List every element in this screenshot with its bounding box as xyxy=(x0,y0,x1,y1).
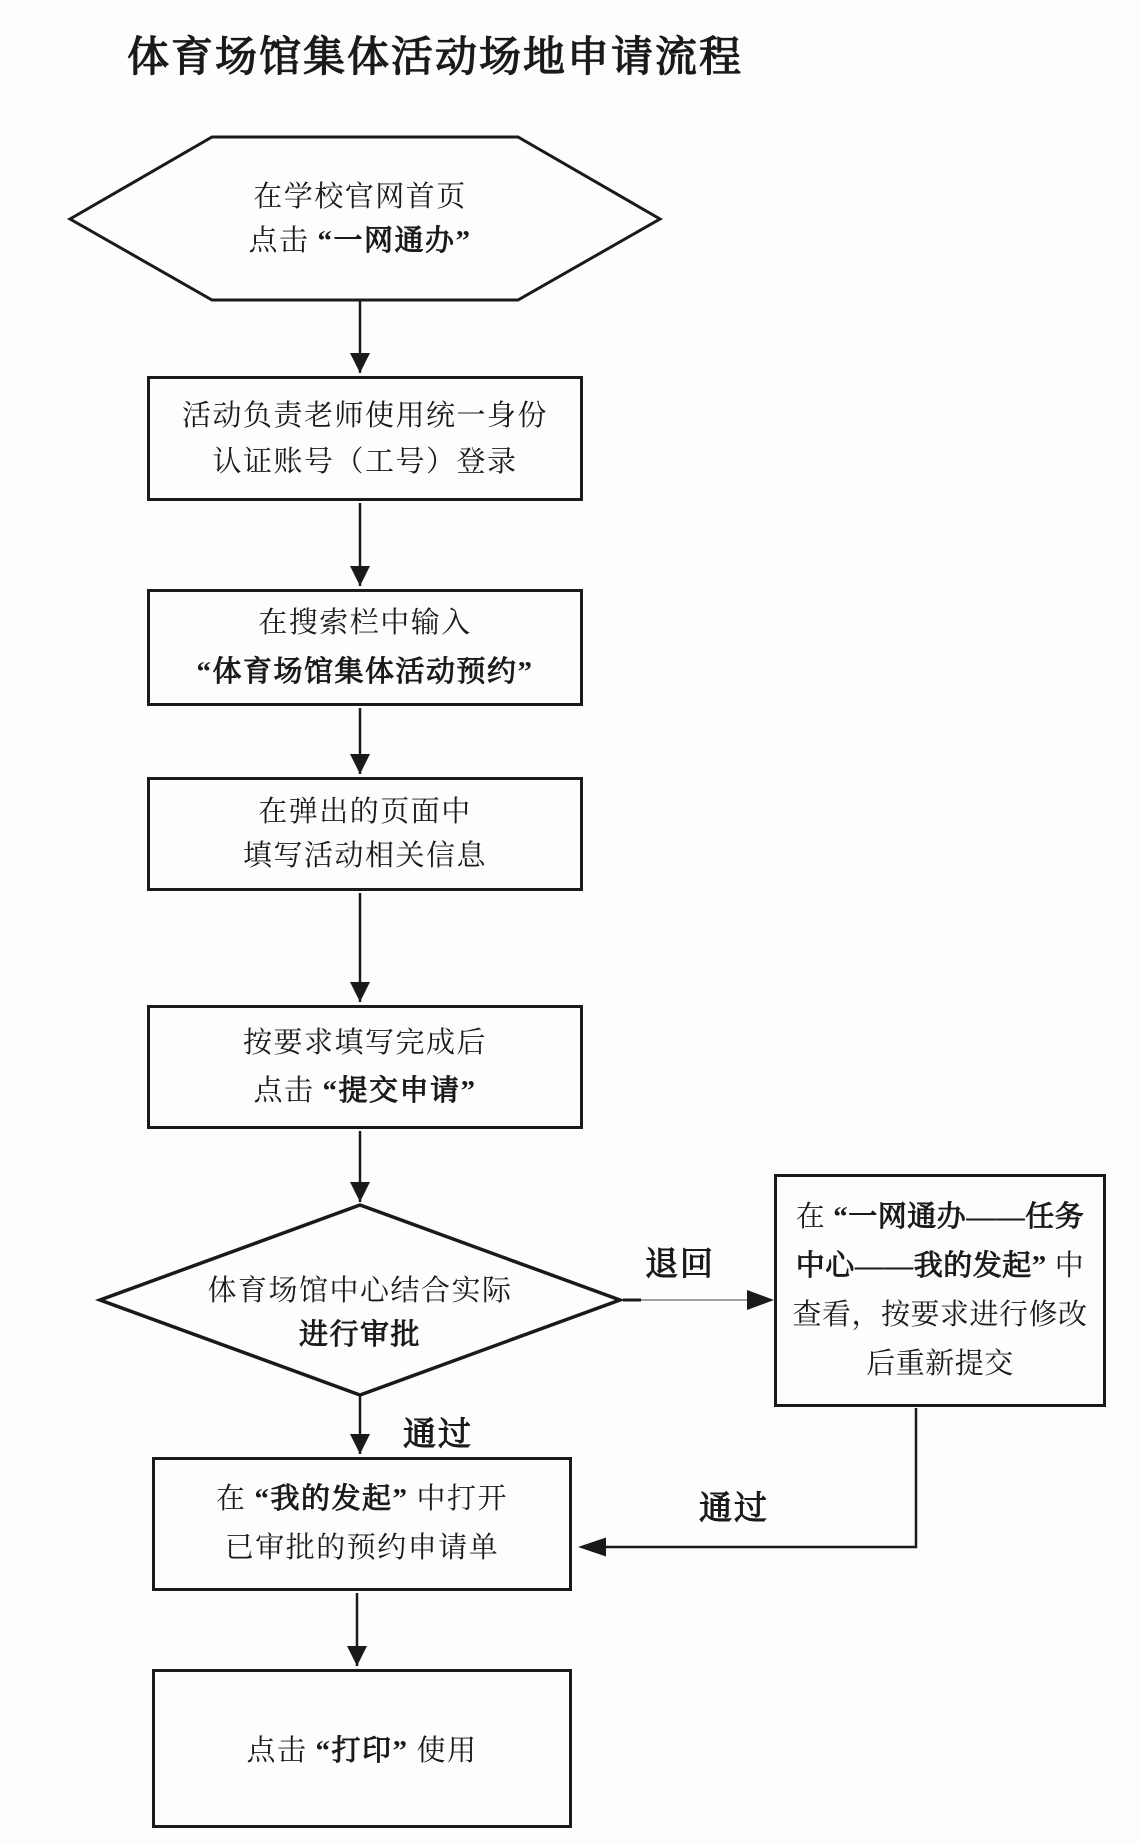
process-submit-box xyxy=(147,1005,583,1129)
process-fill-box xyxy=(147,777,583,891)
review-line2: 进行审批 xyxy=(298,1319,421,1351)
process-modify-box xyxy=(774,1174,1106,1407)
submit-line1: 按要求填写完成后 xyxy=(242,1027,487,1059)
modify-line1: 在 “一网通办——任务 xyxy=(795,1200,1085,1233)
fill-line1: 在弹出的页面中 xyxy=(258,796,472,828)
search-line1: 在搜索栏中输入 xyxy=(258,606,472,639)
submit-line2: 点击 “提交申请” xyxy=(253,1075,477,1107)
review-line1: 体育场馆中心结合实际 xyxy=(207,1275,513,1307)
page-title: 体育场馆集体活动场地申请流程 xyxy=(126,35,743,81)
fill-line2: 填写活动相关信息 xyxy=(242,840,487,872)
passback-connector-head xyxy=(578,1538,606,1557)
process-login-box xyxy=(147,376,583,501)
edge-label-pass-down: 通过 xyxy=(403,1417,473,1453)
process-search-box xyxy=(147,589,583,706)
process-print-box xyxy=(152,1669,572,1828)
reject-arrow-head xyxy=(747,1290,774,1310)
start-line1: 在学校官网首页 xyxy=(253,180,467,213)
edge-label-pass-back: 通过 xyxy=(699,1491,769,1527)
open-line1: 在 “我的发起” 中打开 xyxy=(215,1483,509,1515)
edge-label-reject: 退回 xyxy=(645,1247,715,1283)
decision-review xyxy=(120,1205,600,1395)
print-line1: 点击 “打印” 使用 xyxy=(246,1735,478,1767)
start-line2: 点击 “一网通办” xyxy=(248,224,472,257)
modify-line4: 后重新提交 xyxy=(866,1347,1014,1380)
start-hexagon xyxy=(130,137,590,300)
modify-line2: 中心——我的发起” 中 xyxy=(795,1249,1085,1282)
process-open-box xyxy=(152,1457,572,1591)
login-line1: 活动负责老师使用统一身份 xyxy=(181,399,548,432)
open-line2: 已审批的预约申请单 xyxy=(224,1532,500,1564)
modify-line3: 查看，按要求进行修改 xyxy=(792,1298,1088,1331)
search-line2: “体育场馆集体活动预约” xyxy=(196,655,534,688)
login-line2: 认证账号（工号）登录 xyxy=(212,445,518,478)
